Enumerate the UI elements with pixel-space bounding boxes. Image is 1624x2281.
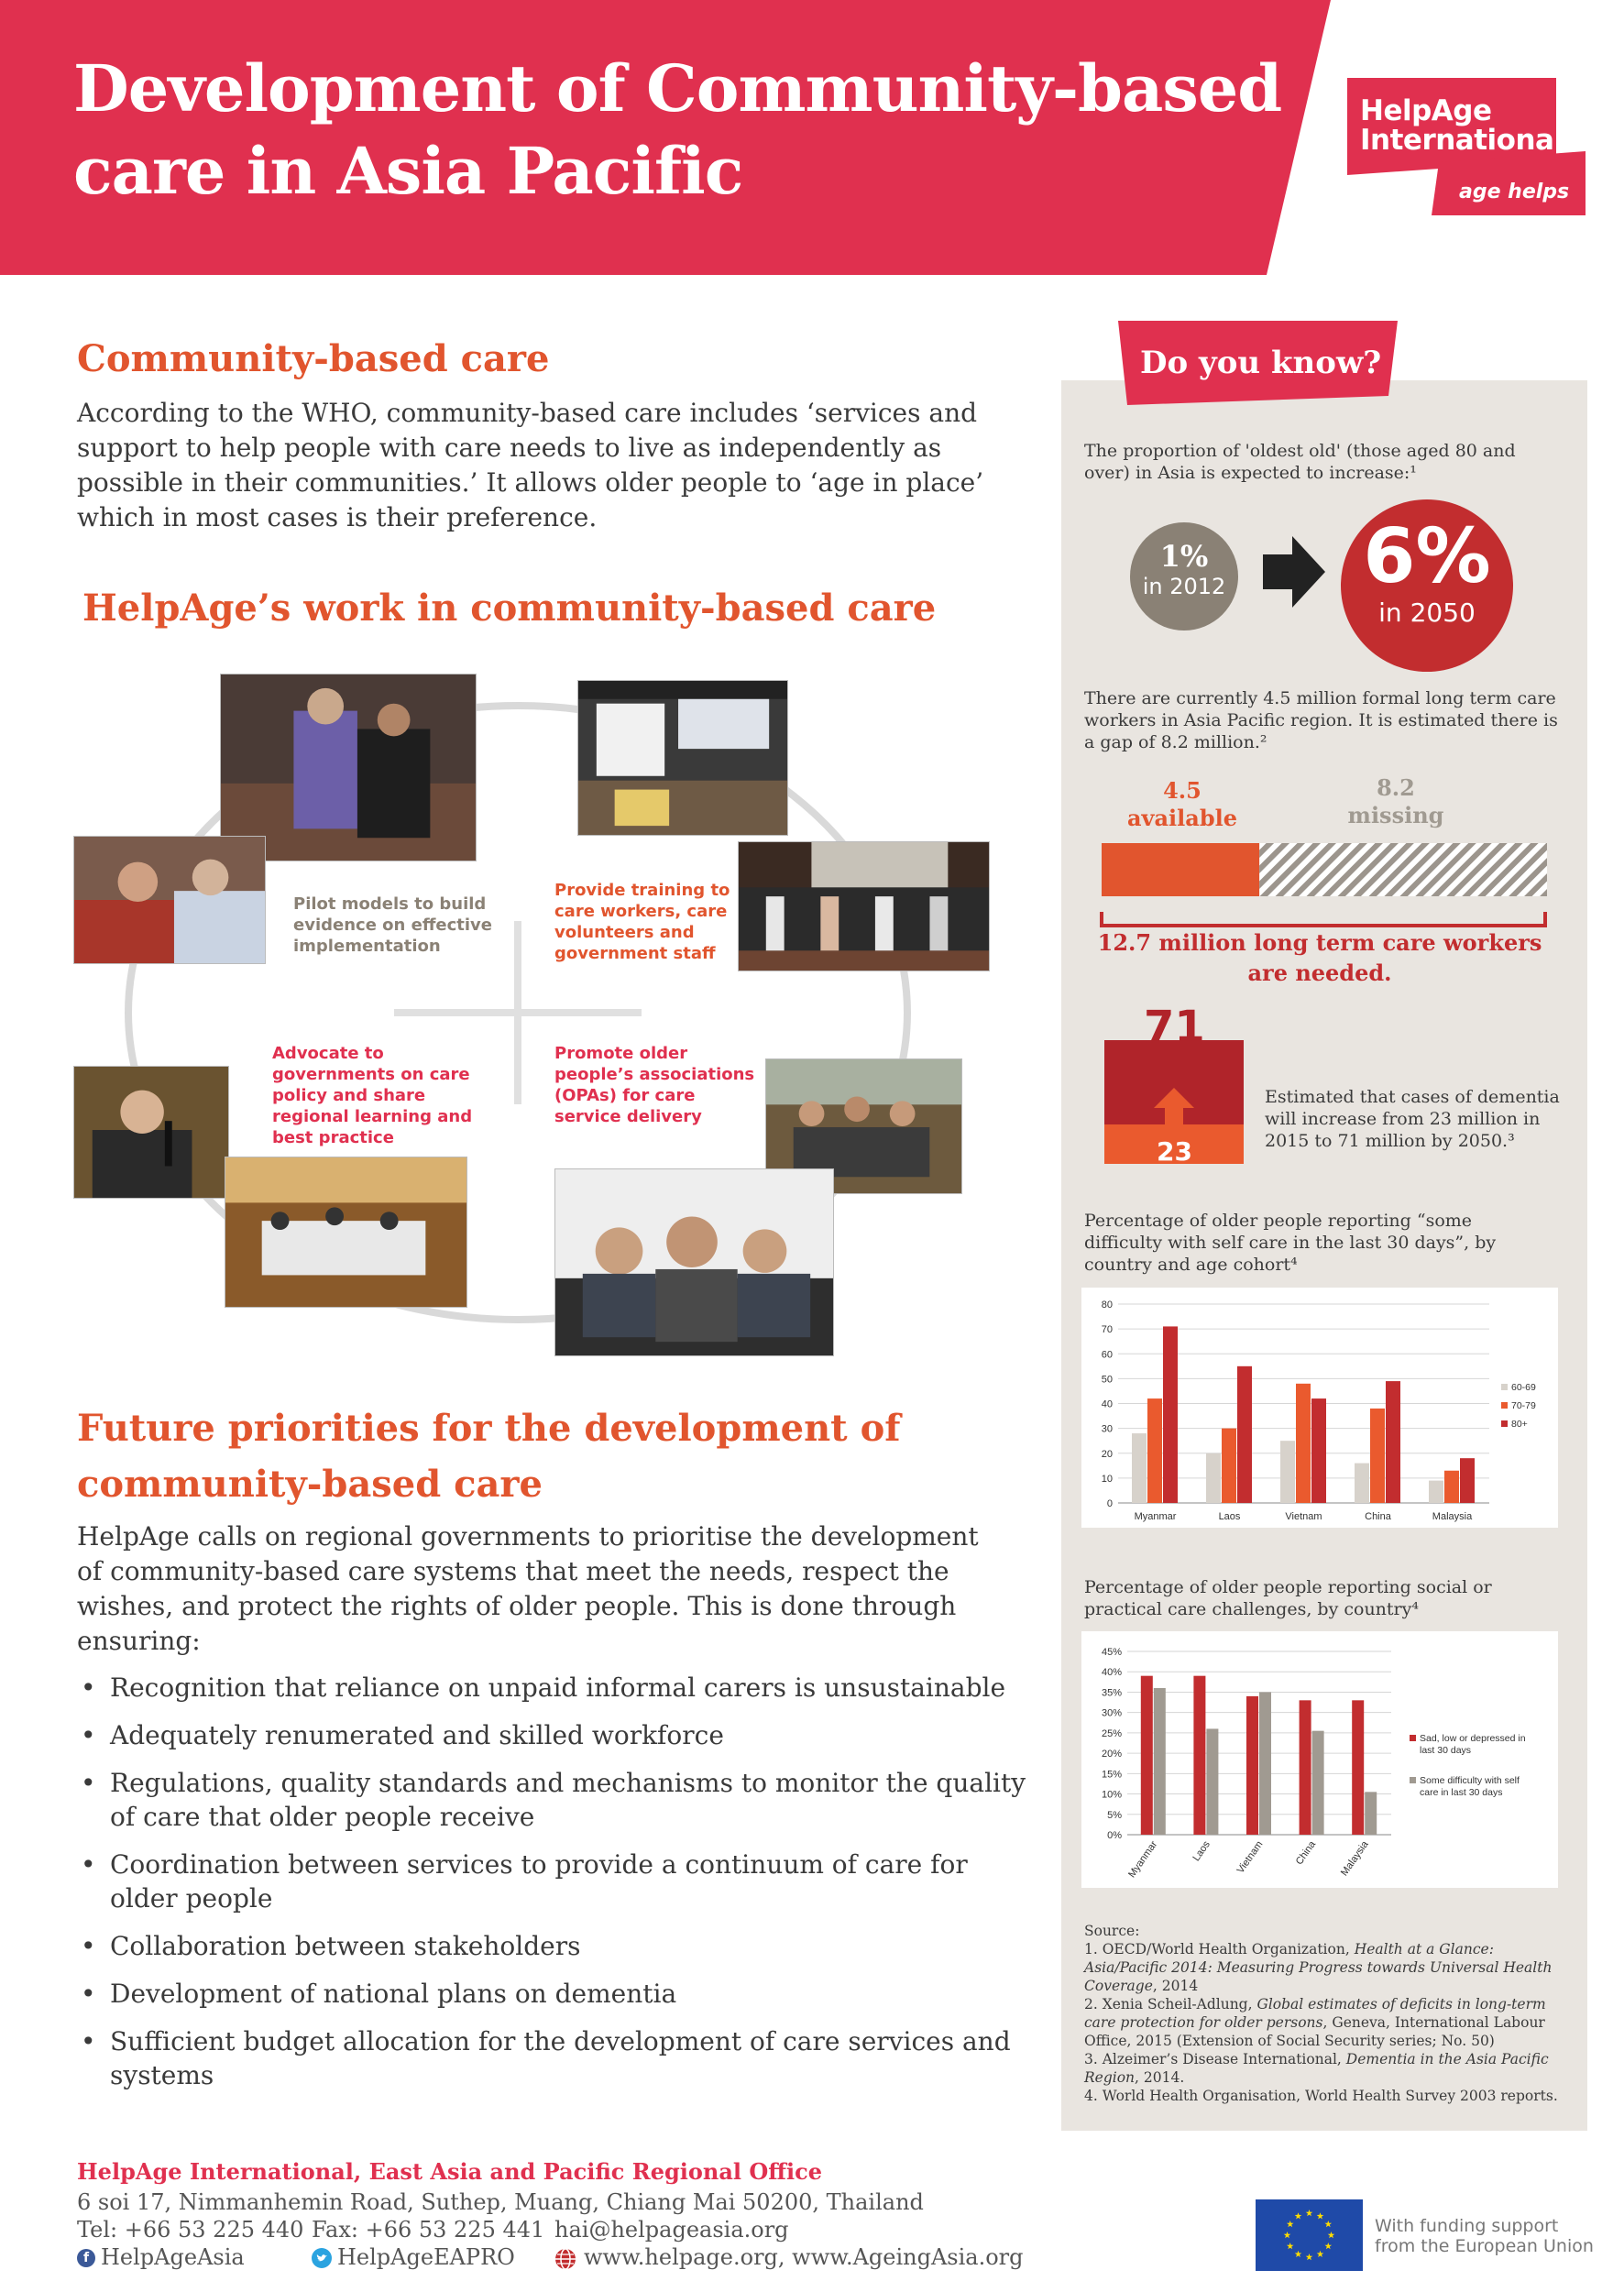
x-tick-label: China <box>1293 1838 1319 1868</box>
dementia-2015-value: 23 <box>1157 1136 1192 1167</box>
y-tick-label: 45% <box>1101 1647 1122 1658</box>
bar-vietnam-0 <box>1280 1441 1295 1503</box>
dementia-text: Estimated that cases of dementia will increase from 23 million in 2015 to 71 million by 2050.³ <box>1265 1087 1560 1151</box>
bullet-icon: • <box>81 1931 96 1961</box>
source-item: 1. OECD/World Health Organization, Health at a Glance: Asia/Pacific 2014: Measuring Progress towards Universal Health Coverage, 2014 <box>1084 1941 1553 1994</box>
chart2-title: Percentage of older people reporting social or practical care challenges, by country⁴ <box>1084 1577 1492 1619</box>
source-item: 3. Alzeimer’s Disease International, Dementia in the Asia Pacific Region, 2014. <box>1084 2051 1549 2086</box>
bar-myanmar-1 <box>1154 1688 1166 1835</box>
community-care-paragraph: According to the WHO, community-based care includes ‘services and support to help people with care needs to live as independently as possible in their communities.’ It allows older people to ‘age in place’ which in most cases is their preference. <box>77 398 984 532</box>
list-item: • Sufficient budget allocation for the development of care services and systems <box>81 2026 1011 2090</box>
workers-needed-text: 12.7 million long term care workers are needed. <box>1097 929 1542 986</box>
x-tick-label: Myanmar <box>1126 1838 1160 1881</box>
y-tick-label: 15% <box>1101 1769 1122 1781</box>
photo-women-laughing <box>73 836 266 964</box>
photo-conference-room <box>225 1157 467 1308</box>
y-tick-label: 20% <box>1101 1749 1122 1760</box>
footer-twitter[interactable]: HelpAgeEAPRO <box>337 2244 515 2270</box>
chart-care-challenges <box>1081 1631 1558 1888</box>
x-tick-label: Laos <box>1218 1511 1241 1522</box>
logo-tagline: age helps <box>1459 181 1570 203</box>
bar-malaysia-2 <box>1460 1458 1475 1503</box>
chart-self-care-difficulty <box>1081 1288 1558 1528</box>
x-tick-label: Myanmar <box>1134 1511 1177 1522</box>
eu-funding-text <box>1375 2216 1594 2256</box>
footer-website[interactable]: www.helpage.org, www.AgeingAsia.org <box>584 2244 1024 2270</box>
legend-label: care in last 30 days <box>1420 1787 1503 1798</box>
bar-myanmar-1 <box>1147 1398 1162 1503</box>
bar-myanmar-0 <box>1141 1676 1153 1835</box>
photo-training-workshop <box>577 680 788 836</box>
logo-text-helpage: HelpAge <box>1360 94 1492 127</box>
workers-text: There are currently 4.5 million formal long term care workers in Asia Pacific region. It is estimated there is a gap of 8.2 million.² <box>1084 688 1558 752</box>
page-title-line-1: Development of Community-based <box>73 50 1282 126</box>
y-tick-label: 5% <box>1107 1809 1122 1821</box>
oldest-old-text: The proportion of 'oldest old' (those aged 80 and over) in Asia is expected to increase:¹ <box>1084 441 1516 483</box>
y-tick-label: 60 <box>1101 1349 1113 1361</box>
legend-label: 80+ <box>1511 1419 1528 1430</box>
source-item: 2. Xenia Scheil-Adlung, Global estimates of deficits in long-term care protection for older persons, Geneva, International Labour Office, 2015 (Extension of Social Security series; No. 50) <box>1084 1996 1546 2049</box>
bar-laos-1 <box>1222 1429 1236 1503</box>
bar-myanmar-0 <box>1132 1433 1147 1503</box>
footer-tel: Tel: +66 53 225 440 <box>77 2217 304 2243</box>
bar-malaysia-0 <box>1429 1481 1443 1503</box>
eu-funding-line-2: from the European Union <box>1375 2236 1594 2256</box>
available-value: 4.5 <box>1163 777 1202 804</box>
bullet-icon: • <box>81 2026 96 2056</box>
bar-laos-2 <box>1237 1366 1252 1503</box>
arrow-right-icon <box>1263 536 1325 608</box>
photo-group-standing <box>738 841 990 971</box>
available-label-group <box>1118 777 1246 832</box>
list-item: • Development of national plans on dementia <box>81 1979 677 2009</box>
missing-label-group <box>1327 774 1465 829</box>
y-tick-label: 80 <box>1101 1300 1113 1310</box>
photo-older-men-seated <box>554 1168 834 1356</box>
footer-facebook[interactable]: HelpAgeAsia <box>101 2244 245 2270</box>
caption-pilot-models: Pilot models to build evidence on effective implementation <box>293 894 492 956</box>
legend-swatch <box>1501 1420 1508 1427</box>
footer-email[interactable]: hai@helpageasia.org <box>554 2217 789 2243</box>
heading-future-priorities-line-1: Future priorities for the development of <box>77 1407 901 1450</box>
bar-malaysia-0 <box>1352 1700 1364 1835</box>
heading-helpage-work: HelpAge’s work in community-based care <box>82 587 937 630</box>
x-tick-label: Malaysia <box>1432 1511 1473 1522</box>
facebook-icon[interactable]: f <box>77 2249 95 2267</box>
x-tick-label: Vietnam <box>1285 1511 1322 1522</box>
bar-china-0 <box>1300 1700 1311 1835</box>
do-you-know-label: Do you know? <box>1140 345 1382 381</box>
legend-label: Sad, low or depressed in <box>1420 1733 1526 1744</box>
x-tick-label: Malaysia <box>1338 1838 1371 1879</box>
bar-malaysia-1 <box>1365 1792 1377 1835</box>
legend-label: Some difficulty with self <box>1420 1775 1520 1786</box>
bar-china-1 <box>1370 1409 1385 1503</box>
list-item: • Adequately renumerated and skilled workforce <box>81 1720 724 1750</box>
y-tick-label: 25% <box>1101 1727 1122 1739</box>
bar-laos-0 <box>1206 1453 1221 1503</box>
bar-vietnam-1 <box>1296 1384 1311 1503</box>
bar-vietnam-0 <box>1246 1696 1258 1835</box>
list-item: • Regulations, quality standards and mechanisms to monitor the quality of care that older people receive <box>81 1768 1026 1832</box>
list-item: • Recognition that reliance on unpaid informal carers is unsustainable <box>81 1672 1006 1703</box>
photo-man-speaking <box>73 1066 229 1199</box>
stat-2050-value: 6% <box>1363 513 1491 600</box>
sources-heading: Source: <box>1084 1923 1140 1939</box>
y-tick-label: 30% <box>1101 1707 1122 1719</box>
legend-swatch <box>1501 1402 1508 1409</box>
x-tick-label: China <box>1365 1511 1391 1522</box>
legend-label: last 30 days <box>1420 1745 1472 1756</box>
legend-swatch <box>1501 1384 1508 1390</box>
missing-value: 8.2 <box>1377 774 1415 801</box>
missing-label: missing <box>1347 802 1444 828</box>
logo-text-international: International <box>1360 124 1564 157</box>
bar-laos-1 <box>1206 1728 1218 1835</box>
x-tick-label: Vietnam <box>1234 1838 1266 1876</box>
bullet-icon: • <box>81 1979 96 2009</box>
footer-org-name: HelpAge International, East Asia and Pacific Regional Office <box>77 2158 822 2185</box>
heading-community-based-care: Community-based care <box>77 337 550 380</box>
bar-malaysia-1 <box>1444 1471 1459 1503</box>
available-label: available <box>1127 805 1237 831</box>
caption-promote-opas: Promote older people’s associations (OPAs) for care service delivery <box>554 1044 755 1126</box>
chart1-title: Percentage of older people reporting “some difficulty with self care in the last 30 days”, by country and age cohort⁴ <box>1084 1211 1497 1275</box>
legend-swatch <box>1410 1777 1416 1783</box>
y-tick-label: 40% <box>1101 1667 1122 1679</box>
eu-flag-icon <box>1256 2199 1363 2271</box>
page-title-line-2: care in Asia Pacific <box>73 133 743 209</box>
stat-2012-value: 1% <box>1159 539 1209 574</box>
bullet-icon: • <box>81 1849 96 1880</box>
y-tick-label: 10% <box>1101 1789 1122 1801</box>
helpage-logo <box>1347 78 1586 215</box>
bar-available <box>1102 843 1259 896</box>
legend-label: 60-69 <box>1511 1382 1536 1393</box>
eu-funding-line-1: With funding support <box>1375 2216 1559 2236</box>
bar-china-1 <box>1312 1731 1324 1835</box>
y-tick-label: 40 <box>1101 1398 1113 1410</box>
globe-icon <box>554 2248 576 2270</box>
twitter-icon[interactable] <box>312 2248 332 2268</box>
y-tick-label: 0% <box>1107 1830 1122 1841</box>
bullet-icon: • <box>81 1720 96 1750</box>
bullet-icon: • <box>81 1768 96 1798</box>
bar-vietnam-1 <box>1259 1692 1271 1835</box>
bar-china-2 <box>1386 1381 1400 1503</box>
y-tick-label: 30 <box>1101 1423 1113 1435</box>
stat-2050-label: in 2050 <box>1378 598 1476 628</box>
footer-fax: Fax: +66 53 225 441 <box>312 2217 545 2243</box>
y-tick-label: 50 <box>1101 1374 1113 1386</box>
y-tick-label: 70 <box>1101 1324 1113 1336</box>
bullet-icon: • <box>81 1672 96 1703</box>
x-tick-label: Laos <box>1191 1838 1213 1864</box>
list-item: • Coordination between services to provide a continuum of care for older people <box>81 1849 968 1914</box>
stat-2012-label: in 2012 <box>1142 574 1226 599</box>
bar-missing <box>1259 843 1547 896</box>
caption-provide-training: Provide training to care workers, care volunteers and government staff <box>554 881 730 963</box>
caption-advocate-governments: Advocate to governments on care policy and share regional learning and best practice <box>272 1044 473 1147</box>
source-item: 4. World Health Organisation, World Health Survey 2003 reports. <box>1084 2088 1558 2104</box>
bar-china-0 <box>1355 1464 1369 1503</box>
list-item: • Collaboration between stakeholders <box>81 1931 581 1961</box>
y-tick-label: 20 <box>1101 1448 1113 1460</box>
legend-swatch <box>1410 1735 1416 1741</box>
y-tick-label: 10 <box>1101 1473 1113 1485</box>
bar-myanmar-2 <box>1163 1326 1178 1503</box>
y-tick-label: 35% <box>1101 1687 1122 1699</box>
bar-laos-0 <box>1193 1676 1205 1835</box>
bar-vietnam-2 <box>1311 1398 1326 1503</box>
footer-address: 6 soi 17, Nimmanhemin Road, Suthep, Muang, Chiang Mai 50200, Thailand <box>77 2189 924 2215</box>
priorities-list <box>77 1671 1030 2106</box>
photo-carer-helping-woman <box>220 674 477 861</box>
y-tick-label: 0 <box>1106 1498 1113 1509</box>
dementia-2050-value: 71 <box>1144 1002 1205 1053</box>
heading-future-priorities-line-2: community-based care <box>77 1463 543 1506</box>
legend-label: 70-79 <box>1511 1400 1536 1411</box>
sources-block <box>1084 1922 1565 2105</box>
priorities-intro-paragraph: HelpAge calls on regional governments to prioritise the development of community-based care systems that meet the needs, respect the wishes, and protect the rights of older people. This is done through ensuring: <box>77 1521 979 1656</box>
